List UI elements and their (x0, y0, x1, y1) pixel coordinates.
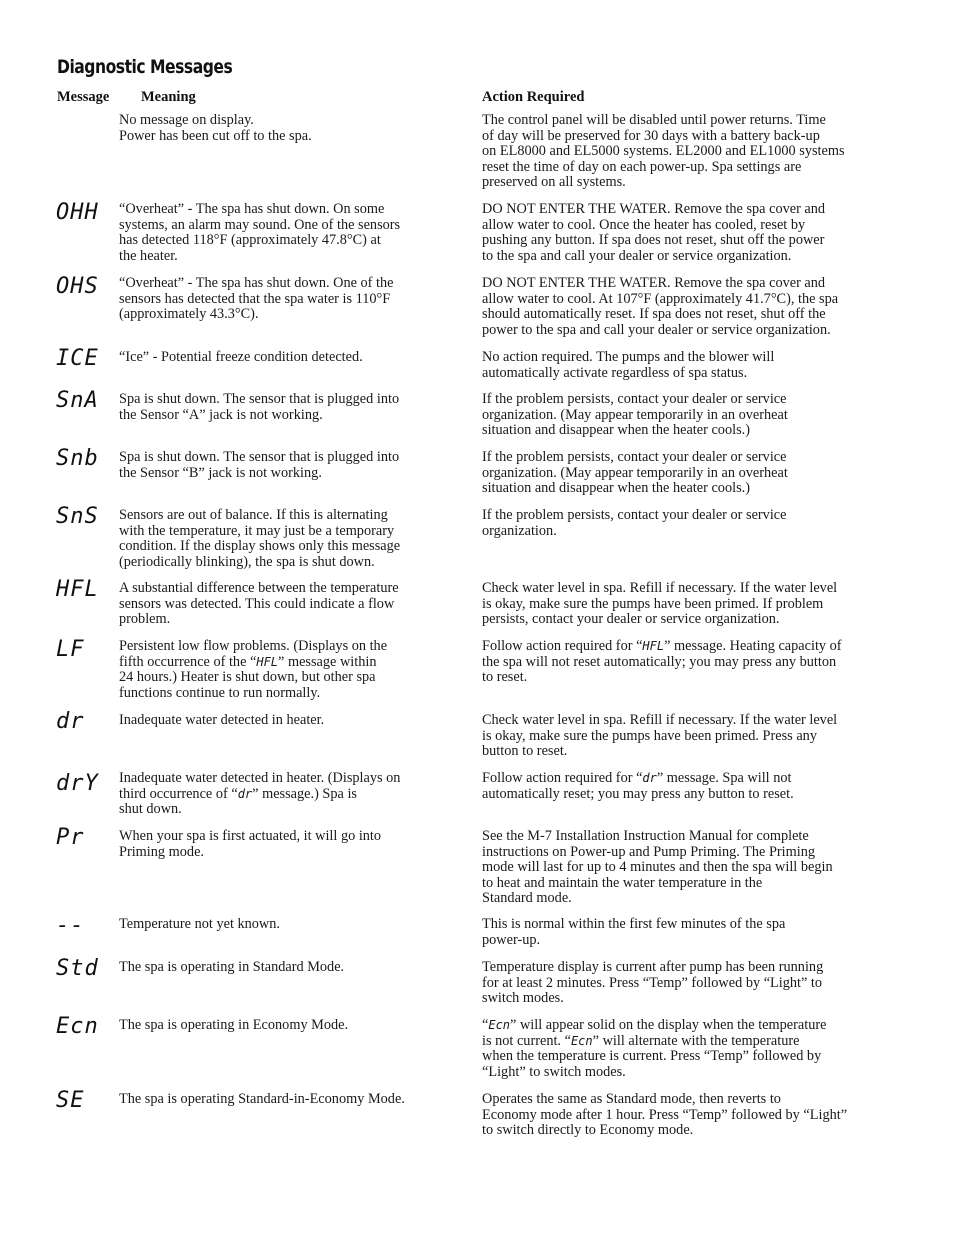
action-text (482, 1018, 900, 1080)
action-line: the spa will not reset automatically; you may press any button (482, 653, 837, 670)
meaning-line: No message on display. (119, 112, 254, 128)
display-code-inline: Ecn (488, 1018, 511, 1032)
header-action: Action Required (482, 89, 585, 105)
header-message: Message (57, 89, 110, 105)
action-line: Follow action required for “dr” message. Spa will not (482, 770, 792, 786)
action-line: allow water to cool. Once the heater has cooled, reset by (482, 216, 806, 233)
action-line: pushing any button. If spa does not reset, shut off the power (482, 232, 825, 249)
action-text (482, 771, 900, 802)
meaning-line: systems, an alarm may sound. One of the sensors (119, 216, 401, 233)
display-code-inline: HFL (642, 639, 665, 653)
message-code: Snb (56, 446, 99, 471)
action-line: Economy mode after 1 hour. Press “Temp” followed by “Light” (482, 1106, 848, 1123)
display-code-inline: HFL (256, 654, 279, 669)
action-line: power to the spa and call your dealer or service organization. (482, 321, 831, 338)
action-text (482, 202, 900, 264)
meaning-line: third occurrence of “dr” message.) Spa is (119, 785, 357, 802)
action-line: is not current. “Ecn” will alternate with the temperature (482, 1032, 800, 1049)
meaning-line: the heater. (119, 247, 178, 264)
action-line: DO NOT ENTER THE WATER. Remove the spa cover and (482, 275, 826, 291)
message-code: dr (56, 709, 85, 734)
meaning-line: Persistent low flow problems. (Displays on the (119, 638, 388, 654)
action-text (482, 1092, 900, 1139)
meaning-line: “Overheat” - The spa has shut down. One of the (119, 275, 394, 291)
meaning-line: problem. (119, 611, 171, 628)
action-line: Check water level in spa. Refill if necessary. If the water level (482, 712, 838, 728)
action-line: No action required. The pumps and the blower will (482, 349, 775, 365)
meaning-line: Power has been cut off to the spa. (119, 127, 312, 144)
action-line: of day will be preserved for 30 days with a battery back-up (482, 127, 820, 144)
action-line: If the problem persists, contact your dealer or service (482, 391, 787, 407)
action-line: preserved on all systems. (482, 174, 626, 191)
action-line: “Ecn” will appear solid on the display when the temperature (482, 1017, 827, 1033)
page-title: Diagnostic Messages (57, 56, 233, 78)
action-line: Standard mode. (482, 890, 572, 907)
action-line: DO NOT ENTER THE WATER. Remove the spa cover and (482, 201, 826, 217)
meaning-text (119, 960, 459, 976)
meaning-line: fifth occurrence of the “HFL” message within (119, 653, 377, 670)
action-line: mode will last for up to 4 minutes and then the spa will begin (482, 859, 833, 876)
action-line: organization. (May appear temporarily in an overheat (482, 464, 788, 481)
meaning-text (119, 508, 459, 570)
meaning-line: The spa is operating in Standard Mode. (119, 959, 345, 975)
message-code: -- (56, 913, 85, 938)
action-line: If the problem persists, contact your dealer or service (482, 449, 787, 465)
message-code: ICE (56, 346, 99, 371)
action-text (482, 713, 900, 760)
display-code-inline: Ecn (570, 1033, 593, 1048)
meaning-text (119, 1092, 459, 1108)
action-text (482, 960, 900, 1007)
message-code: OHH (56, 200, 99, 225)
message-code: Std (56, 956, 99, 981)
display-code-inline: dr (642, 771, 657, 785)
action-line: If the problem persists, contact your dealer or service (482, 507, 787, 523)
action-line: to heat and maintain the water temperature in the (482, 874, 763, 891)
meaning-line: sensors was detected. This could indicate a flow (119, 595, 395, 612)
meaning-line: condition. If the display shows only this message (119, 538, 401, 555)
meaning-line: 24 hours.) Heater is shut down, but other spa (119, 669, 376, 686)
message-code: HFL (56, 577, 99, 602)
meaning-line: (approximately 43.3°C). (119, 306, 259, 323)
meaning-line: Inadequate water detected in heater. (Displays on (119, 770, 401, 786)
action-line: allow water to cool. At 107°F (approximately 41.7°C), the spa (482, 290, 839, 307)
meaning-line: “Ice” - Potential freeze condition detected. (119, 349, 363, 365)
action-line: button to reset. (482, 743, 568, 760)
meaning-line: functions continue to run normally. (119, 684, 321, 701)
action-line: situation and disappear when the heater cools.) (482, 480, 750, 497)
action-line: is okay, make sure the pumps have been primed. If problem (482, 595, 824, 612)
message-code: SnA (56, 388, 99, 413)
action-line: organization. (482, 522, 557, 539)
action-line: on EL8000 and EL5000 systems. EL2000 and EL1000 systems (482, 143, 845, 160)
meaning-text (119, 581, 459, 628)
action-line: automatically activate regardless of spa status. (482, 364, 748, 381)
meaning-line: The spa is operating Standard-in-Economy Mode. (119, 1091, 405, 1107)
message-code: OHS (56, 274, 99, 299)
action-line: The control panel will be disabled until power returns. Time (482, 112, 826, 128)
meaning-line: with the temperature, it may just be a temporary (119, 522, 395, 539)
meaning-text (119, 829, 459, 860)
meaning-text (119, 713, 459, 729)
meaning-text (119, 113, 459, 144)
action-line: switch modes. (482, 990, 564, 1007)
meaning-text (119, 1018, 459, 1034)
action-text (482, 113, 900, 191)
meaning-line: the Sensor “B” jack is not working. (119, 464, 322, 481)
action-line: See the M-7 Installation Instruction Manual for complete (482, 828, 809, 844)
action-line: power-up. (482, 931, 541, 948)
meaning-text (119, 276, 459, 323)
meaning-line: A substantial difference between the temperature (119, 580, 399, 596)
action-text (482, 276, 900, 338)
action-line: instructions on Power-up and Pump Priming. The Priming (482, 843, 816, 860)
action-line: to switch directly to Economy mode. (482, 1122, 694, 1139)
action-line: This is normal within the first few minutes of the spa (482, 916, 786, 932)
meaning-line: (periodically blinking), the spa is shut down. (119, 553, 375, 570)
action-line: is okay, make sure the pumps have been primed. Press any (482, 727, 817, 744)
action-text (482, 392, 900, 439)
message-code: Ecn (56, 1014, 99, 1039)
meaning-line: sensors has detected that the spa water is 110°F (119, 290, 391, 307)
meaning-line: the Sensor “A” jack is not working. (119, 406, 323, 423)
meaning-line: Spa is shut down. The sensor that is plugged into (119, 449, 400, 465)
action-line: Operates the same as Standard mode, then reverts to (482, 1091, 781, 1107)
action-text (482, 639, 900, 686)
action-text (482, 581, 900, 628)
action-line: for at least 2 minutes. Press “Temp” followed by “Light” to (482, 974, 823, 991)
action-text (482, 350, 900, 381)
meaning-text (119, 639, 459, 701)
action-line: automatically reset; you may press any button to reset. (482, 785, 794, 802)
display-code-inline: dr (237, 786, 253, 801)
message-code: Pr (56, 825, 85, 850)
meaning-text (119, 392, 459, 423)
meaning-line: has detected 118°F (approximately 47.8°C) at (119, 232, 381, 249)
meaning-line: When your spa is first actuated, it will go into (119, 828, 382, 844)
meaning-line: Sensors are out of balance. If this is alternating (119, 507, 388, 523)
meaning-text (119, 450, 459, 481)
action-line: organization. (May appear temporarily in an overheat (482, 406, 788, 423)
action-line: persists, contact your dealer or service organization. (482, 611, 780, 628)
action-line: Follow action required for “HFL” message. Heating capacity of (482, 638, 842, 654)
meaning-text (119, 202, 459, 264)
message-code: SnS (56, 504, 99, 529)
action-text (482, 829, 900, 907)
meaning-line: shut down. (119, 801, 182, 818)
action-line: should automatically reset. If spa does not reset, shut off the (482, 306, 826, 323)
action-line: to the spa and call your dealer or service organization. (482, 247, 792, 264)
meaning-line: “Overheat” - The spa has shut down. On some (119, 201, 385, 217)
meaning-line: Priming mode. (119, 843, 204, 860)
meaning-line: Inadequate water detected in heater. (119, 712, 325, 728)
action-line: Check water level in spa. Refill if necessary. If the water level (482, 580, 838, 596)
header-meaning: Meaning (141, 89, 196, 105)
message-code: drY (56, 771, 99, 796)
action-line: “Light” to switch modes. (482, 1063, 626, 1080)
action-text (482, 450, 900, 497)
action-line: Temperature display is current after pump has been running (482, 959, 824, 975)
meaning-text (119, 771, 459, 818)
meaning-text (119, 917, 459, 933)
action-line: when the temperature is current. Press “Temp” followed by (482, 1048, 822, 1065)
meaning-text (119, 350, 459, 366)
action-line: situation and disappear when the heater cools.) (482, 422, 750, 439)
action-text (482, 917, 900, 948)
action-line: reset the time of day on each power-up. Spa settings are (482, 158, 802, 175)
action-text (482, 508, 900, 539)
message-code: SE (56, 1088, 85, 1113)
meaning-line: Spa is shut down. The sensor that is plugged into (119, 391, 400, 407)
action-line: to reset. (482, 669, 528, 686)
meaning-line: The spa is operating in Economy Mode. (119, 1017, 349, 1033)
meaning-line: Temperature not yet known. (119, 916, 280, 932)
message-code: LF (56, 637, 85, 662)
